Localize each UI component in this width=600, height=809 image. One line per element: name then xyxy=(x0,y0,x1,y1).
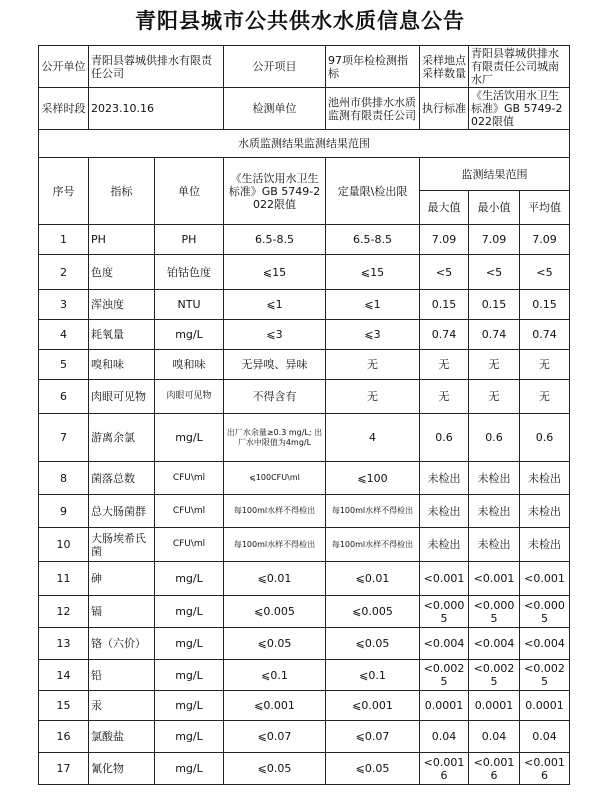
section-title-row xyxy=(39,130,570,158)
table-row xyxy=(39,290,570,320)
cell-no: 14 xyxy=(39,660,89,691)
cell-avg: <0.0016 xyxy=(520,753,570,785)
cell-max: 无 xyxy=(420,380,469,414)
cell-unit: 铂钴色度 xyxy=(155,255,224,290)
table-row xyxy=(39,350,570,380)
cell-indicator: 色度 xyxy=(89,255,155,290)
cell-unit: mg/L xyxy=(155,596,224,628)
cell-avg: 0.04 xyxy=(520,721,570,753)
cell-min: 0.04 xyxy=(469,721,520,753)
header-range: 监测结果范围 xyxy=(420,158,570,191)
cell-min: <0.0025 xyxy=(469,660,520,691)
table-row xyxy=(39,721,570,753)
cell-standard: 每100ml水样不得检出 xyxy=(224,528,326,562)
standard-label: 执行标准 xyxy=(420,88,469,130)
cell-min: 无 xyxy=(469,350,520,380)
cell-max: <5 xyxy=(420,255,469,290)
cell-limit: ⩽0.05 xyxy=(326,628,420,660)
cell-limit: ⩽0.05 xyxy=(326,753,420,785)
cell-standard: ⩽0.05 xyxy=(224,628,326,660)
table-row xyxy=(39,528,570,562)
publish-item-value: 97项年检检测指标 xyxy=(326,46,420,88)
sampling-site-value: 青阳县蓉城供排水有限责任公司城南水厂 xyxy=(469,46,570,88)
cell-max: 0.15 xyxy=(420,290,469,320)
cell-no: 1 xyxy=(39,225,89,255)
table-row xyxy=(39,380,570,414)
publish-unit-value: 青阳县蓉城供排水有限责任公司 xyxy=(89,46,224,88)
table-row xyxy=(39,225,570,255)
cell-limit: ⩽0.07 xyxy=(326,721,420,753)
table-row xyxy=(39,596,570,628)
cell-limit: ⩽0.005 xyxy=(326,596,420,628)
cell-unit: mg/L xyxy=(155,660,224,691)
cell-max: <0.0016 xyxy=(420,753,469,785)
cell-limit: ⩽0.01 xyxy=(326,562,420,596)
header-unit: 单位 xyxy=(155,158,224,225)
cell-standard: ⩽1 xyxy=(224,290,326,320)
table-row xyxy=(39,495,570,528)
cell-max: <0.001 xyxy=(420,562,469,596)
cell-avg: 0.6 xyxy=(520,414,570,462)
cell-no: 11 xyxy=(39,562,89,596)
cell-avg: 未检出 xyxy=(520,528,570,562)
cell-unit: CFU\ml xyxy=(155,495,224,528)
cell-max: 0.74 xyxy=(420,320,469,350)
cell-standard: ⩽0.1 xyxy=(224,660,326,691)
cell-standard: 无异嗅、异味 xyxy=(224,350,326,380)
cell-indicator: 耗氧量 xyxy=(89,320,155,350)
cell-no: 3 xyxy=(39,290,89,320)
cell-no: 15 xyxy=(39,691,89,721)
cell-standard: ⩽0.01 xyxy=(224,562,326,596)
cell-standard: ⩽0.001 xyxy=(224,691,326,721)
cell-max: 0.0001 xyxy=(420,691,469,721)
publish-unit-label: 公开单位 xyxy=(39,46,89,88)
cell-limit: 无 xyxy=(326,350,420,380)
cell-indicator: 铬（六价） xyxy=(89,628,155,660)
header-indicator: 指标 xyxy=(89,158,155,225)
cell-no: 8 xyxy=(39,462,89,495)
cell-min: 未检出 xyxy=(469,462,520,495)
cell-unit: mg/L xyxy=(155,414,224,462)
cell-min: 0.15 xyxy=(469,290,520,320)
cell-avg: 无 xyxy=(520,350,570,380)
cell-avg: 未检出 xyxy=(520,462,570,495)
cell-no: 10 xyxy=(39,528,89,562)
testing-unit-value: 池州市供排水水质监测有限责任公司 xyxy=(326,88,420,130)
cell-indicator: 大肠埃希氏菌 xyxy=(89,528,155,562)
cell-avg: 未检出 xyxy=(520,495,570,528)
cell-limit: 无 xyxy=(326,380,420,414)
cell-indicator: 氯酸盐 xyxy=(89,721,155,753)
standard-value: 《生活饮用水卫生标准》GB 5749-2022限值 xyxy=(469,88,570,130)
cell-indicator: 总大肠菌群 xyxy=(89,495,155,528)
cell-max: <0.0005 xyxy=(420,596,469,628)
cell-min: 7.09 xyxy=(469,225,520,255)
cell-standard: 不得含有 xyxy=(224,380,326,414)
page-title: 青阳县城市公共供水水质信息公告 xyxy=(135,9,465,33)
table-row xyxy=(39,462,570,495)
cell-avg: <0.004 xyxy=(520,628,570,660)
table-row xyxy=(39,628,570,660)
cell-limit: ⩽100 xyxy=(326,462,420,495)
cell-standard: ⩽0.05 xyxy=(224,753,326,785)
cell-min: 未检出 xyxy=(469,495,520,528)
cell-no: 6 xyxy=(39,380,89,414)
data-rows xyxy=(39,225,570,785)
header-no: 序号 xyxy=(39,158,89,225)
testing-unit-label: 检测单位 xyxy=(224,88,326,130)
cell-avg: <0.0005 xyxy=(520,596,570,628)
cell-max: 0.6 xyxy=(420,414,469,462)
cell-unit: 肉眼可见物 xyxy=(155,380,224,414)
cell-avg: <5 xyxy=(520,255,570,290)
cell-indicator: 铅 xyxy=(89,660,155,691)
cell-avg: 0.15 xyxy=(520,290,570,320)
cell-limit: ⩽0.1 xyxy=(326,660,420,691)
cell-min: <0.0005 xyxy=(469,596,520,628)
info-row-1 xyxy=(39,46,570,88)
cell-indicator: 砷 xyxy=(89,562,155,596)
cell-unit: mg/L xyxy=(155,320,224,350)
cell-indicator: 嗅和味 xyxy=(89,350,155,380)
cell-min: <5 xyxy=(469,255,520,290)
cell-standard: 6.5-8.5 xyxy=(224,225,326,255)
table-row xyxy=(39,320,570,350)
cell-avg: 7.09 xyxy=(520,225,570,255)
cell-limit: 4 xyxy=(326,414,420,462)
table-row xyxy=(39,753,570,785)
cell-unit: NTU xyxy=(155,290,224,320)
cell-max: 7.09 xyxy=(420,225,469,255)
cell-unit: mg/L xyxy=(155,562,224,596)
info-row-2 xyxy=(39,88,570,130)
sampling-site-label: 采样地点采样数量 xyxy=(420,46,469,88)
cell-limit: 每100ml水样不得检出 xyxy=(326,528,420,562)
cell-min: <0.001 xyxy=(469,562,520,596)
cell-max: 0.04 xyxy=(420,721,469,753)
cell-limit: 每100ml水样不得检出 xyxy=(326,495,420,528)
section-title: 水质监测结果监测结果范围 xyxy=(39,130,570,158)
water-quality-table xyxy=(38,45,570,785)
cell-unit: mg/L xyxy=(155,691,224,721)
cell-avg: 0.74 xyxy=(520,320,570,350)
cell-min: 0.6 xyxy=(469,414,520,462)
cell-no: 16 xyxy=(39,721,89,753)
cell-unit: 嗅和味 xyxy=(155,350,224,380)
cell-indicator: 氰化物 xyxy=(89,753,155,785)
cell-standard: ⩽100CFU\ml xyxy=(224,462,326,495)
cell-indicator: PH xyxy=(89,225,155,255)
cell-no: 12 xyxy=(39,596,89,628)
table-row xyxy=(39,562,570,596)
cell-indicator: 浑浊度 xyxy=(89,290,155,320)
table-row xyxy=(39,691,570,721)
cell-unit: mg/L xyxy=(155,753,224,785)
cell-min: <0.004 xyxy=(469,628,520,660)
cell-no: 17 xyxy=(39,753,89,785)
cell-avg: 0.0001 xyxy=(520,691,570,721)
cell-unit: mg/L xyxy=(155,721,224,753)
header-limit: 定量限\检出限 xyxy=(326,158,420,225)
cell-avg: <0.001 xyxy=(520,562,570,596)
cell-avg: 无 xyxy=(520,380,570,414)
cell-indicator: 菌落总数 xyxy=(89,462,155,495)
cell-unit: CFU\ml xyxy=(155,462,224,495)
cell-min: 0.74 xyxy=(469,320,520,350)
cell-limit: ⩽3 xyxy=(326,320,420,350)
cell-max: 未检出 xyxy=(420,462,469,495)
cell-min: 无 xyxy=(469,380,520,414)
header-min: 最小值 xyxy=(469,191,520,225)
cell-no: 9 xyxy=(39,495,89,528)
cell-standard: ⩽0.07 xyxy=(224,721,326,753)
header-standard: 《生活饮用水卫生标准》GB 5749-2022限值 xyxy=(224,158,326,225)
header-row-1 xyxy=(39,158,570,191)
publish-item-label: 公开项目 xyxy=(224,46,326,88)
cell-indicator: 镉 xyxy=(89,596,155,628)
cell-max: <0.0025 xyxy=(420,660,469,691)
cell-standard: ⩽0.005 xyxy=(224,596,326,628)
table-row xyxy=(39,660,570,691)
cell-unit: PH xyxy=(155,225,224,255)
cell-no: 2 xyxy=(39,255,89,290)
cell-no: 7 xyxy=(39,414,89,462)
cell-standard: ⩽3 xyxy=(224,320,326,350)
table-row xyxy=(39,255,570,290)
cell-limit: ⩽1 xyxy=(326,290,420,320)
cell-indicator: 游离余氯 xyxy=(89,414,155,462)
cell-limit: ⩽0.001 xyxy=(326,691,420,721)
table-row xyxy=(39,414,570,462)
header-max: 最大值 xyxy=(420,191,469,225)
cell-min: <0.0016 xyxy=(469,753,520,785)
header-avg: 平均值 xyxy=(520,191,570,225)
cell-no: 13 xyxy=(39,628,89,660)
cell-unit: CFU\ml xyxy=(155,528,224,562)
cell-no: 5 xyxy=(39,350,89,380)
cell-avg: <0.0025 xyxy=(520,660,570,691)
cell-indicator: 汞 xyxy=(89,691,155,721)
sampling-time-label: 采样时段 xyxy=(39,88,89,130)
cell-min: 未检出 xyxy=(469,528,520,562)
cell-max: 未检出 xyxy=(420,495,469,528)
cell-max: 无 xyxy=(420,350,469,380)
cell-limit: ⩽15 xyxy=(326,255,420,290)
cell-standard: 每100ml水样不得检出 xyxy=(224,495,326,528)
cell-unit: mg/L xyxy=(155,628,224,660)
cell-standard: ⩽15 xyxy=(224,255,326,290)
cell-min: 0.0001 xyxy=(469,691,520,721)
cell-indicator: 肉眼可见物 xyxy=(89,380,155,414)
cell-max: 未检出 xyxy=(420,528,469,562)
cell-limit: 6.5-8.5 xyxy=(326,225,420,255)
cell-no: 4 xyxy=(39,320,89,350)
cell-max: <0.004 xyxy=(420,628,469,660)
cell-standard: 出厂水余量≥0.3 mg/L; 出厂水中限值为4mg/L xyxy=(224,414,326,462)
sampling-time-value: 2023.10.16 xyxy=(89,88,224,130)
